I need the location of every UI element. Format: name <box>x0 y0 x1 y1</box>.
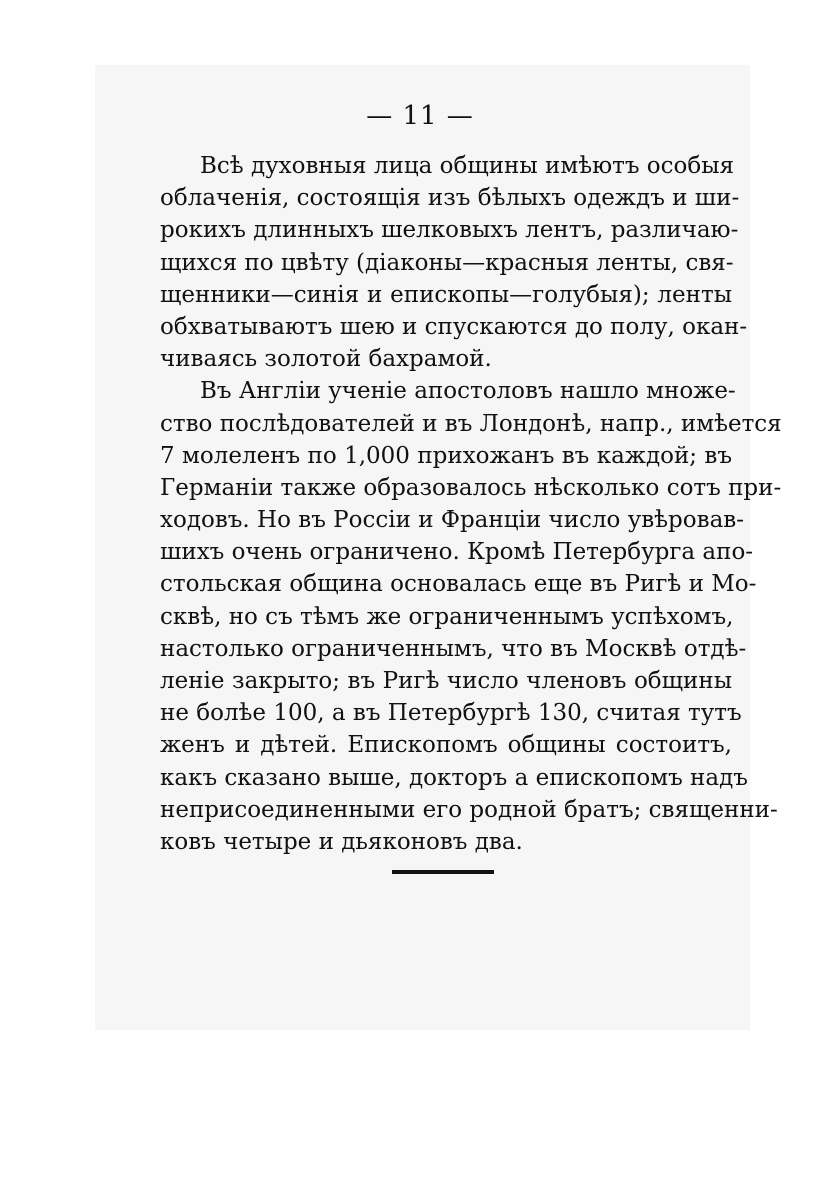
text-line: ство послѣдователей и въ Лондонѣ, напр., имѣется <box>160 410 782 437</box>
text-line: леніе закрыто; въ Ригѣ число членовъ общины <box>160 668 732 694</box>
text-line: Германіи также образовалось нѣсколько сотъ при- <box>160 474 782 501</box>
text-line: щенники—синія и епископы—голубыя); ленты <box>160 281 732 308</box>
text-line: сквѣ, но съ тѣмъ же ограниченнымъ успѣхомъ, <box>160 603 734 630</box>
text-line: ковъ четыре и дьяконовъ два. <box>160 828 523 855</box>
text-line: неприсоединенными его родной братъ; священни- <box>160 796 778 823</box>
text-line: шихъ очень ограничено. Кромѣ Петербурга апо- <box>160 539 754 566</box>
text-line: щихся по цвѣту (діаконы—красныя ленты, свя- <box>160 249 734 276</box>
text-line: чиваясь золотой бахрамой. <box>160 346 492 373</box>
text-line: не болѣе 100, а въ Петербургѣ 130, считая тутъ <box>160 700 742 727</box>
text-line: Въ Англіи ученіе апостоловъ нашло множе- <box>200 378 736 405</box>
text-line: Всѣ духовныя лица общины имѣютъ особыя <box>200 153 735 179</box>
text-line: 7 молеленъ по 1,000 прихожанъ въ каждой; въ <box>160 442 732 469</box>
body-text <box>160 150 782 858</box>
text-line: настолько ограниченнымъ, что въ Москвѣ отдѣ- <box>160 635 747 662</box>
text-line: рокихъ длинныхъ шелковыхъ лентъ, различаю- <box>160 217 739 244</box>
text-line: ходовъ. Но въ Россіи и Франціи число увѣровав- <box>160 507 744 534</box>
page-number: — 11 — <box>366 101 474 131</box>
text-line: женъ и дѣтей. Епископомъ общины состоитъ, <box>160 732 732 759</box>
text-line: облаченія, состоящія изъ бѣлыхъ одеждъ и ши- <box>160 185 740 212</box>
text-line: какъ сказано выше, докторъ а епископомъ надъ <box>160 764 748 791</box>
text-line: стольская община основалась еще въ Ригѣ и Мо- <box>160 571 757 598</box>
text-line: обхватываютъ шею и спускаются до полу, окан- <box>160 313 748 340</box>
end-rule <box>392 870 494 874</box>
